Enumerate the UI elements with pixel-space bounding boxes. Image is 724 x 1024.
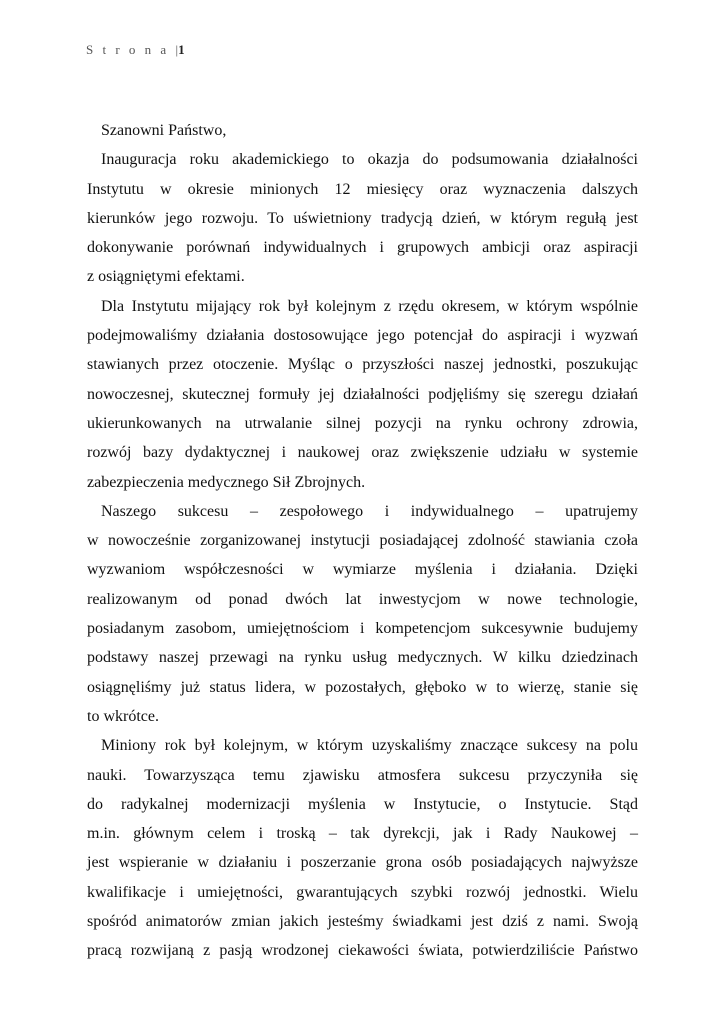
paragraph-line: zabezpieczenia medycznego Sił Zbrojnych. <box>87 473 366 491</box>
paragraph-line: rozwój bazy dydaktycznej i naukowej oraz zwiększenie udziału w systemie <box>87 444 638 462</box>
paragraph-line: dokonywanie porównań indywidualnych i grupowych ambicji oraz aspiracji <box>87 239 638 257</box>
paragraph-3 <box>87 497 638 731</box>
paragraph-4 <box>87 731 638 965</box>
paragraph-line: do radykalnej modernizacji myślenia w Instytucie, o Instytucie. Stąd <box>87 795 638 813</box>
paragraph-line: ukierunkowanych na utrwalanie silnej pozycji na rynku ochrony zdrowia, <box>87 414 638 432</box>
paragraph-line: Miniony rok był kolejnym, w którym uzyskaliśmy znaczące sukcesy na polu <box>101 737 638 755</box>
greeting: Szanowni Państwo, <box>101 122 227 139</box>
paragraph-line: m.in. głównym celem i troską – tak dyrekcji, jak i Rady Naukowej – <box>87 825 638 843</box>
paragraph-1 <box>87 145 638 291</box>
paragraph-line: wyzwaniom współczesności w wymiarze myślenia i działania. Dzięki <box>87 561 638 579</box>
page-number: 1 <box>178 42 185 57</box>
page-header <box>86 42 185 58</box>
paragraph-line: osiągnęliśmy już status lidera, w pozostałych, głęboko w to wierzę, stanie się <box>87 678 638 696</box>
paragraph-line: podstawy naszej przewagi na rynku usług medycznych. W kilku dziedzinach <box>87 649 638 667</box>
paragraph-line: podejmowaliśmy działania dostosowujące jego potencjał do aspiracji i wyzwań <box>87 327 638 345</box>
paragraph-line: Instytutu w okresie minionych 12 miesięcy oraz wyznaczenia dalszych <box>87 180 638 198</box>
paragraph-line: nauki. Towarzysząca temu zjawisku atmosfera sukcesu przyczyniła się <box>87 766 638 784</box>
paragraph-line: jest wspieranie w działaniu i poszerzanie grona osób posiadających najwyższe <box>87 854 638 872</box>
page-separator: | <box>175 42 179 57</box>
paragraph-line: Inauguracja roku akademickiego to okazja do podsumowania działalności <box>101 151 638 169</box>
paragraph-line: z osiągniętymi efektami. <box>87 268 245 286</box>
paragraph-line: nowoczesnej, skutecznej formuły jej działalności podjęliśmy się szeregu działań <box>87 385 638 403</box>
paragraph-2 <box>87 292 638 497</box>
paragraph-line: w nowocześnie zorganizowanej instytucji posiadającej zdolność stawiania czoła <box>87 532 638 550</box>
page-label: S t r o n a <box>86 42 170 57</box>
paragraph-line: to wkrótce. <box>87 707 159 725</box>
paragraph-line: realizowanym od ponad dwóch lat inwestycjom w nowe technologie, <box>87 590 638 608</box>
paragraph-line: kierunków jego rozwoju. To uświetniony tradycją dzień, w którym regułą jest <box>87 209 638 227</box>
paragraph-line: Dla Instytutu mijający rok był kolejnym z rzędu okresem, w którym wspólnie <box>101 297 638 315</box>
paragraph-line: posiadanym zasobom, umiejętnościom i kompetencjom sukcesywnie budujemy <box>87 620 638 638</box>
paragraph-line: stawianych przez otoczenie. Myśląc o przyszłości naszej jednostki, poszukując <box>87 356 638 374</box>
paragraph-line: spośród animatorów zmian jakich jesteśmy świadkami jest dziś z nami. Swoją <box>87 913 638 931</box>
paragraph-line: pracą rozwijaną z pasją wrodzonej ciekawości świata, potwierdziliście Państwo <box>87 942 638 960</box>
letter-body <box>87 116 638 966</box>
paragraph-line: kwalifikacje i umiejętności, gwarantujących szybki rozwój jednostki. Wielu <box>87 883 638 901</box>
paragraph-line: Naszego sukcesu – zespołowego i indywidualnego – upatrujemy <box>101 502 638 520</box>
